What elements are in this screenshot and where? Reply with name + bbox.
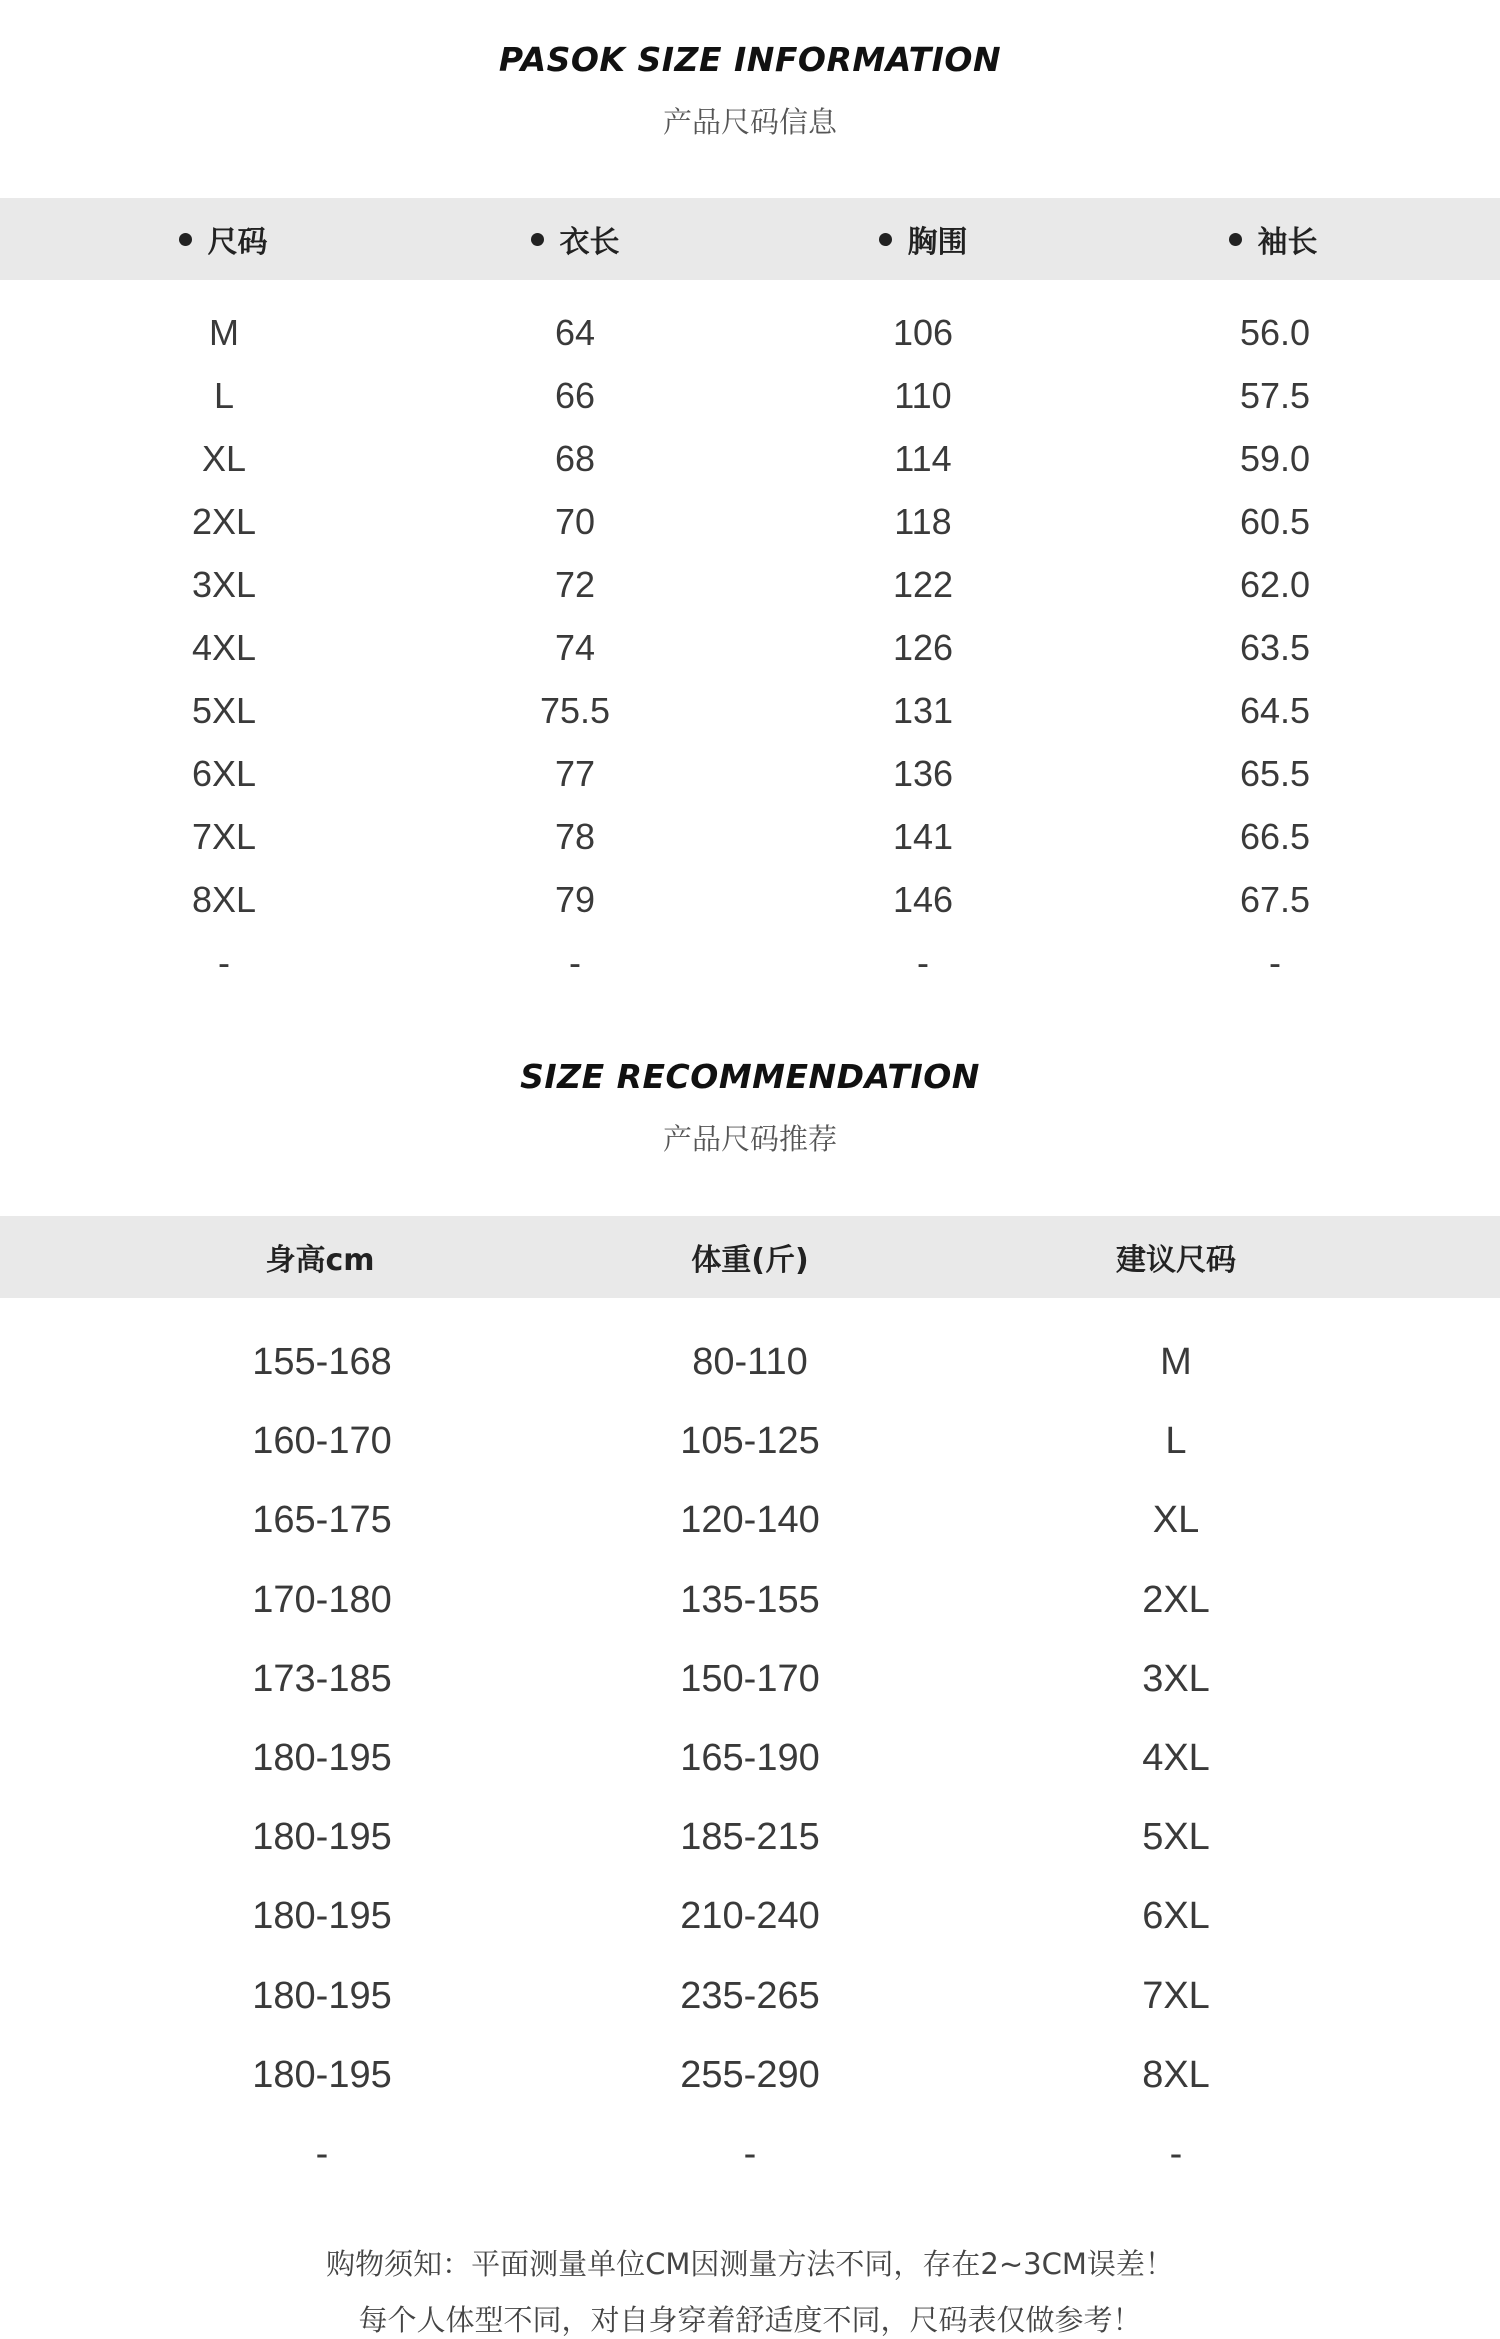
size-info-cell: 66.5	[1239, 816, 1311, 857]
size-info-cell: 70	[554, 501, 596, 542]
size-info-cell: 114	[894, 438, 952, 479]
size-info-cell: 60.5	[1239, 501, 1311, 542]
size-info-title-en: PASOK SIZE INFORMATION	[498, 40, 1002, 79]
size-rec-cell: 165-190	[680, 1737, 820, 1779]
size-info-cell: -	[218, 942, 230, 983]
bullet-icon	[879, 233, 892, 246]
size-info-cell: 64	[554, 312, 596, 353]
size-info-cell: 5XL	[191, 690, 257, 731]
bullet-icon	[531, 233, 544, 246]
header-chest: 胸围	[823, 198, 1023, 280]
bullet-icon	[179, 233, 192, 246]
size-info-title-cn: 产品尺码信息	[662, 105, 837, 139]
size-info-cell: XL	[201, 438, 247, 479]
size-rec-cell: XL	[1152, 1499, 1200, 1542]
size-info-cell: 106	[892, 312, 954, 353]
size-info-cell: 131	[892, 690, 954, 731]
shopping-notice-line1: 购物须知：平面测量单位CM因测量方法不同，存在2~3CM误差！	[326, 2247, 1174, 2281]
size-info-cell: 57.5	[1239, 375, 1311, 416]
shopping-notice-line2: 每个人体型不同，对自身穿着舒适度不同，尺码表仅做参考！	[358, 2303, 1142, 2337]
size-rec-cell: 80-110	[692, 1341, 808, 1383]
size-info-cell: -	[569, 942, 581, 983]
size-rec-cell: 170-180	[252, 1578, 392, 1621]
size-info-cell: 126	[892, 627, 954, 668]
size-rec-title-en: SIZE RECOMMENDATION	[520, 1057, 980, 1096]
size-info-cell: 2XL	[191, 501, 257, 542]
size-rec-cell: 255-290	[680, 2053, 820, 2096]
size-info-cell: 77	[554, 753, 596, 794]
size-rec-cell: 165-175	[252, 1499, 392, 1542]
header-sleeve: 袖长	[1173, 198, 1373, 280]
size-info-cell: 72	[554, 564, 596, 605]
size-info-cell: 64.5	[1239, 690, 1311, 731]
size-info-cell: -	[1269, 942, 1281, 983]
size-info-cell: 6XL	[191, 753, 257, 794]
size-rec-cell: 3XL	[1142, 1657, 1210, 1700]
size-info-cell: 3XL	[191, 564, 257, 605]
size-rec-cell: 8XL	[1142, 2053, 1210, 2096]
size-info-cell: -	[917, 942, 929, 983]
size-info-cell: 62.0	[1239, 564, 1311, 605]
size-info-cell: 63.5	[1239, 627, 1311, 668]
size-rec-cell: 185-215	[680, 1816, 820, 1859]
header-height: 身高cm	[265, 1243, 375, 1278]
size-rec-header	[0, 1216, 1500, 1298]
size-rec-cell: 155-168	[252, 1341, 392, 1383]
size-rec-cell: 150-170	[680, 1657, 820, 1700]
size-info-cell: 146	[892, 879, 954, 920]
size-info-cell: 118	[894, 501, 952, 542]
size-rec-cell: 6XL	[1142, 1895, 1210, 1938]
size-info-cell: 59.0	[1239, 438, 1311, 479]
size-info-cell: 74	[554, 627, 596, 668]
size-info-header	[0, 198, 1500, 280]
size-info-cell: 75.5	[539, 690, 611, 731]
size-rec-cell: 7XL	[1142, 1974, 1210, 2017]
size-info-cell: L	[213, 375, 235, 416]
size-info-cell: 67.5	[1239, 879, 1311, 920]
size-rec-cell: 4XL	[1142, 1737, 1210, 1779]
size-rec-cell: -	[1169, 2133, 1183, 2175]
size-rec-cell: 173-185	[252, 1657, 392, 1700]
size-info-cell: 4XL	[191, 627, 257, 668]
size-rec-cell: 180-195	[252, 2053, 392, 2096]
size-rec-cell: 2XL	[1142, 1578, 1210, 1621]
size-info-cell: 68	[554, 438, 596, 479]
size-info-cell: 7XL	[191, 816, 257, 857]
size-info-cell: M	[209, 312, 239, 353]
size-rec-cell: 120-140	[680, 1499, 820, 1542]
header-weight: 体重(斤)	[691, 1243, 809, 1278]
size-info-cell: 8XL	[191, 879, 257, 920]
size-info-cell: 66	[554, 375, 596, 416]
size-rec-cell: 235-265	[680, 1974, 820, 2017]
size-rec-cell: -	[743, 2133, 757, 2175]
header-length: 衣长	[475, 198, 675, 280]
header-suggested-size: 建议尺码	[1116, 1243, 1236, 1278]
size-info-cell: 78	[554, 816, 596, 857]
size-info-cell: 122	[892, 564, 954, 605]
bullet-icon	[1229, 233, 1242, 246]
size-rec-cell: 180-195	[252, 1974, 392, 2017]
size-rec-cell: 160-170	[252, 1420, 392, 1463]
size-info-cell: 141	[892, 816, 954, 857]
size-rec-cell: M	[1160, 1341, 1192, 1383]
header-size: 尺码	[123, 198, 323, 280]
size-info-cell: 65.5	[1239, 753, 1311, 794]
size-rec-cell: L	[1165, 1420, 1187, 1463]
size-rec-cell: 210-240	[680, 1895, 820, 1938]
size-rec-cell: -	[315, 2133, 329, 2175]
size-rec-cell: 180-195	[252, 1816, 392, 1859]
size-rec-cell: 135-155	[680, 1578, 820, 1621]
size-info-cell: 110	[894, 375, 952, 416]
size-info-cell: 56.0	[1239, 312, 1311, 353]
size-rec-title-cn: 产品尺码推荐	[662, 1122, 837, 1156]
size-rec-cell: 5XL	[1142, 1816, 1210, 1859]
size-rec-cell: 180-195	[252, 1737, 392, 1779]
size-info-cell: 136	[892, 753, 954, 794]
size-rec-cell: 105-125	[680, 1420, 820, 1463]
size-info-cell: 79	[554, 879, 596, 920]
size-rec-cell: 180-195	[252, 1895, 392, 1938]
